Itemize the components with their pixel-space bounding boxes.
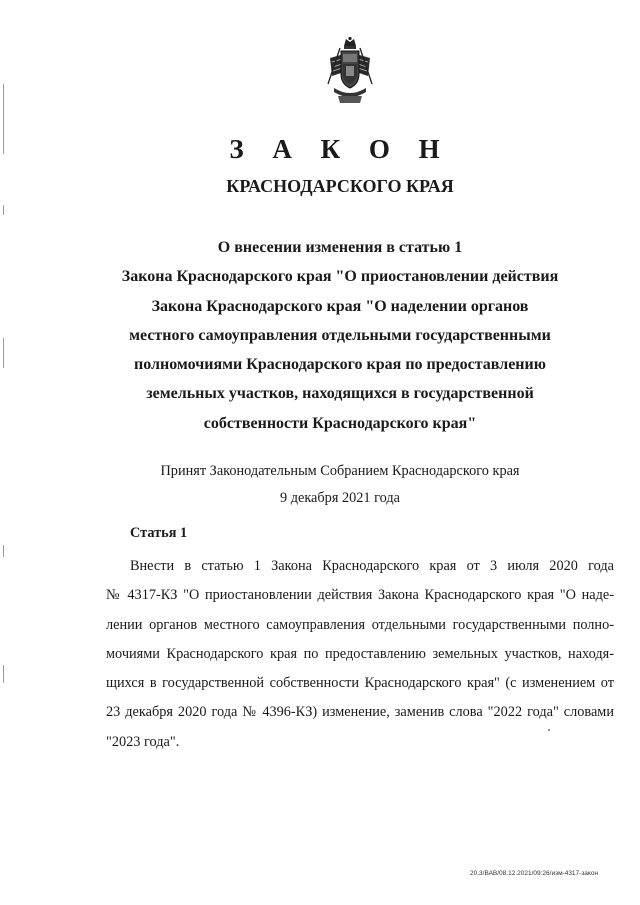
law-title: З А К О Н (229, 134, 451, 164)
law-subtitle: КРАСНОДАРСКОГО КРАЯ (226, 176, 454, 196)
coat-of-arms-icon (320, 36, 380, 106)
article-line: Внести в статью 1 Закона Краснодарского края от 3 июля 2020 года (130, 558, 614, 574)
law-name-line: местного самоуправления отдельными государственными (129, 326, 551, 344)
law-name-line: Закона Краснодарского края "О приостановлении действия (121, 268, 559, 286)
article-line: № 4317-КЗ "О приостановлении действия Закона Краснодарского края "О наде- (106, 587, 614, 604)
adoption-date: 9 декабря 2021 года (279, 490, 401, 506)
law-name-block (0, 233, 640, 438)
article-line: мочиями Краснодарского края по предоставлению земельных участков, находя- (106, 645, 614, 662)
law-name-line: О внесении изменения в статью 1 (217, 239, 463, 256)
law-name-line: полномочиями Краснодарского края по предоставлению (134, 356, 546, 374)
article-line: лении органов местного самоуправления отдельными государственными полно- (106, 616, 614, 633)
article-line: "2023 года". (106, 733, 180, 750)
article-1-body (106, 552, 614, 757)
law-name-line: земельных участков, находящихся в государственной (146, 385, 534, 403)
scan-speck (548, 729, 550, 731)
law-name-line: собственности Краснодарского края" (203, 414, 477, 432)
article-1-title: Статья 1 (130, 525, 188, 541)
adoption-note (0, 458, 640, 512)
article-line: щихся в государственной собственности Краснодарского края" (с изменением от (106, 675, 614, 692)
article-line: 23 декабря 2020 года № 4396-КЗ) изменение, заменив слова "2022 года" словами (106, 704, 614, 721)
document-code: 20.3/ВАВ/08.12.2021/09:26/изм-4317-закон (470, 870, 599, 877)
adoption-body: Принят Законодательным Собранием Краснодарского края (160, 463, 520, 479)
law-name-line: Закона Краснодарского края "О наделении органов (151, 297, 529, 315)
